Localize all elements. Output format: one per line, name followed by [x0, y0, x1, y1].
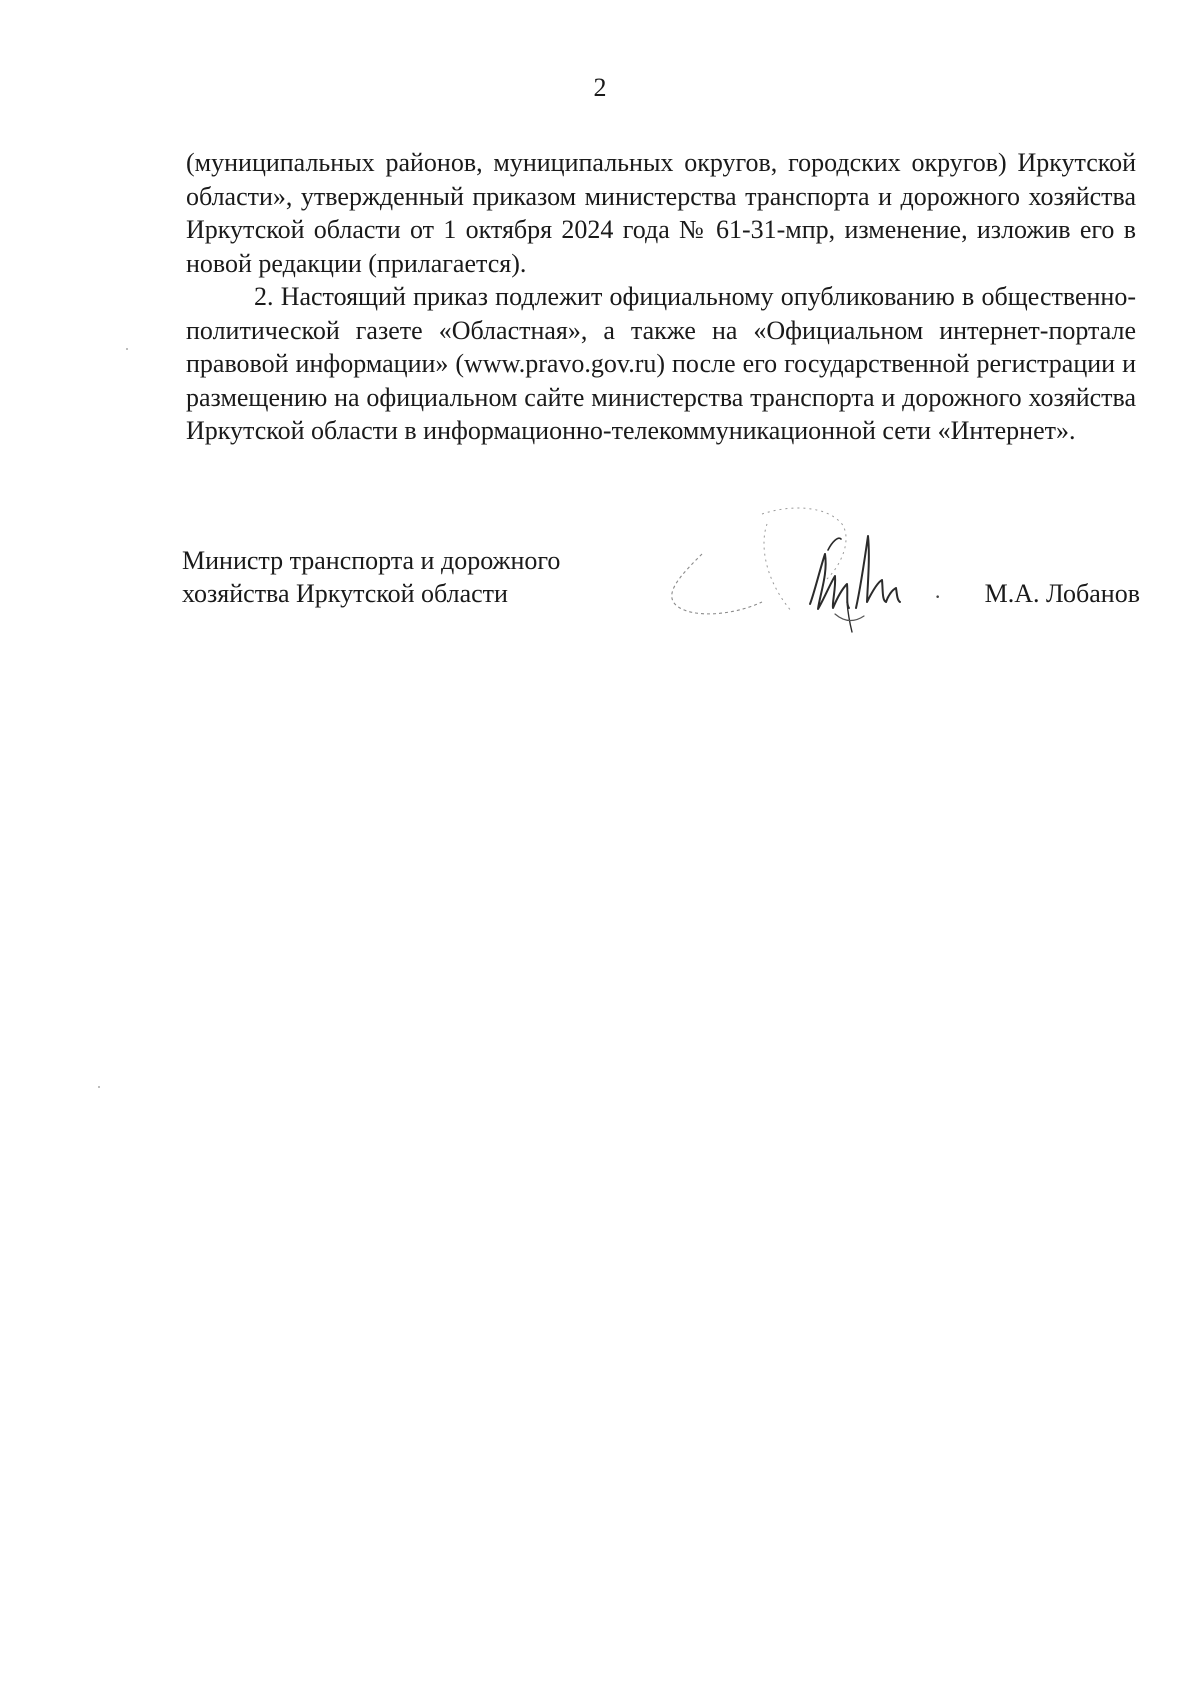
scan-speck — [98, 1086, 100, 1088]
signatory-position-line-1: Министр транспорта и дорожного — [182, 546, 561, 575]
signatory-name: М.А. Лобанов — [984, 579, 1140, 608]
document-body — [186, 146, 1136, 448]
paragraph-item-2: 2. Настоящий приказ подлежит официальному опубликованию в общественно-политической газете «Областная», а также на «Официальном интернет-портале правовой информации» (www.pravo.gov.ru) после его государственной регистрации и размещению на официальном сайте министерства транспорта и дорожного хозяйства Иркутской области в информационно-телекоммуникационной сети «Интернет». — [186, 282, 1136, 445]
signatory-position-line-2: хозяйства Иркутской области — [182, 579, 508, 608]
signatory-position — [182, 544, 642, 610]
scan-speck — [126, 348, 128, 350]
signature-block — [182, 544, 1140, 644]
page-number: 2 — [593, 73, 607, 102]
paragraph-continuation: (муниципальных районов, муниципальных округов, городских округов) Иркутской области», утвержденный приказом министерства транспорта и дорожного хозяйства Иркутской области от 1 октября 2024 года № 61-31-мпр, изменение, изложив его в новой редакции (прилагается). — [186, 148, 1136, 278]
handwritten-signature — [642, 484, 922, 654]
separator-dot: · — [934, 584, 942, 609]
